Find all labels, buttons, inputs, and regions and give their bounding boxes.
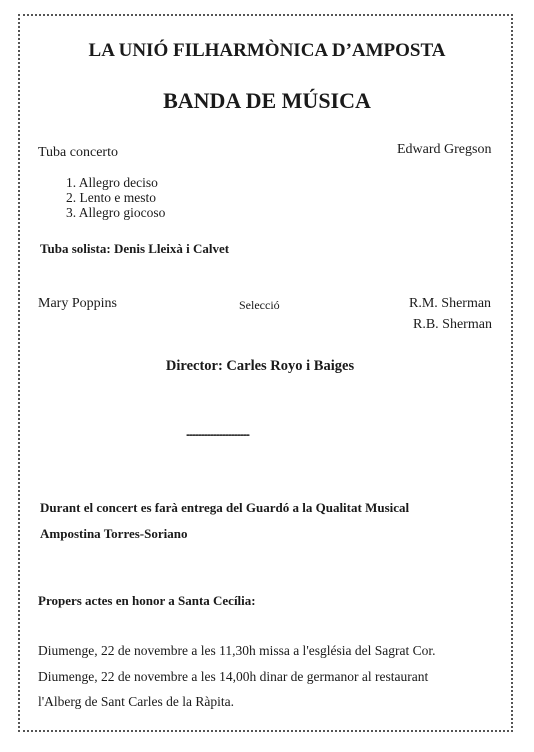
piece-title-mary-poppins: Mary Poppins [38, 296, 117, 311]
upcoming-line-1: Diumenge, 22 de novembre a les 11,30h missa a l'església del Sagrat Cor. [38, 643, 436, 658]
upcoming-line-3: l'Alberg de Sant Carles de la Ràpita. [38, 694, 235, 709]
movement-3: 3. Allegro giocoso [66, 205, 166, 220]
director-line: Director: Carles Royo i Baiges [165, 358, 355, 374]
composer-rb-sherman: R.B. Sherman [413, 317, 492, 332]
movement-1: 1. Allegro deciso [66, 175, 158, 190]
announcement-line-2: Ampostina Torres-Soriano [40, 526, 188, 541]
ensemble-title: BANDA DE MÚSICA [163, 88, 371, 113]
separator-dots: .......................................... [186, 428, 249, 439]
movement-2: 2. Lento e mesto [66, 190, 156, 205]
soloist-line: Tuba solista: Denis Lleixà i Calvet [40, 241, 230, 256]
upcoming-line-2: Diumenge, 22 de novembre a les 14,00h dinar de germanor al restaurant [38, 669, 429, 684]
announcement-line-1: Durant el concert es farà entrega del Guardó a la Qualitat Musical [40, 500, 410, 515]
piece-note-seleccio: Selecció [239, 298, 280, 312]
composer-gregson: Edward Gregson [397, 142, 492, 157]
composer-rm-sherman: R.M. Sherman [409, 296, 492, 311]
upcoming-heading: Propers actes en honor a Santa Cecília: [38, 593, 256, 608]
piece-title-tuba-concerto: Tuba concerto [38, 145, 118, 160]
organization-title: LA UNIÓ FILHARMÒNICA D’AMPOSTA [88, 40, 446, 61]
